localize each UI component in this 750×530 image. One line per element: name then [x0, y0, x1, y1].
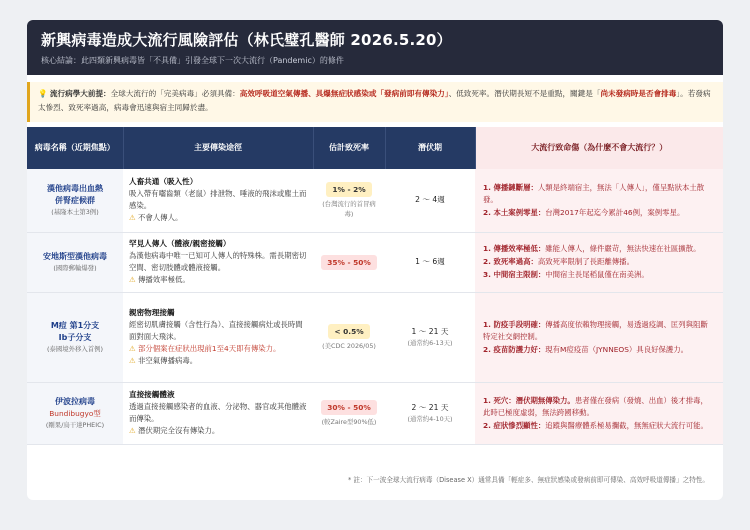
route-desc: 為漢他病毒中唯一已知可人傳人的特殊株。需長期密切空間、密切肢體或體液接觸。 [129, 251, 307, 272]
route-warning-red: 部分個案在症狀出現前1至4天即有傳染力。 [138, 344, 281, 353]
virus-name-cell [27, 169, 123, 232]
why-item: 1. 防疫手段明確：傳播高度依賴物理接觸，易透過疫調、匡列與阻斷特定社交網控制。 [483, 319, 708, 341]
report-card [27, 20, 723, 500]
rate-badge: < 0.5% [328, 324, 369, 339]
why-item: 1. 死穴：潛伏期無傳染力。患者僅在發病（發燒、出血）後才排毒，此時已極度虛弱，無法跨國移動。 [483, 395, 708, 417]
route-cell [123, 292, 313, 382]
rate-badge: 1% - 2% [326, 182, 371, 197]
premise-text-2: 、低致死率。潛伏期長短不是重點，關鍵是「 [448, 89, 601, 98]
why-item: 1. 傳播效率極低：雖能人傳人，條件嚴苛，無法快速在社區擴散。 [483, 244, 701, 253]
rate-badge: 30% - 50% [321, 400, 377, 415]
premise-text-3: 」。若發病太慘烈、致死率過高，病毒會迅速與宿主同歸於盡。 [38, 89, 711, 112]
incubation-value: 2 ～ 21 天 [411, 403, 449, 412]
col-header-route: 主要傳染途徑 [123, 127, 313, 169]
why-cell [475, 382, 723, 444]
route-cell [123, 232, 313, 292]
rate-cell [313, 292, 385, 382]
virus-note: (剛果/烏干達PHEIC) [45, 421, 105, 429]
table-row [27, 232, 723, 292]
page-title: 新興病毒造成大流行風險評估（林氏璧孔醫師 2026.5.20） [41, 31, 452, 49]
premise-highlight-2: 尚未發病時是否會排毒 [600, 89, 677, 98]
table-row [27, 169, 723, 232]
virus-name: 安地斯型漢他病毒 [43, 252, 107, 261]
col-header-name: 病毒名稱（近期焦點） [27, 127, 123, 169]
virus-name-cell [27, 292, 123, 382]
warning-icon: ⚠ [129, 213, 136, 223]
route-warning: 傳播效率極低。 [138, 275, 190, 284]
incubation-value: 1 ～ 6週 [415, 257, 445, 266]
table-row [27, 292, 723, 382]
route-warning: 不會人傳人。 [138, 213, 183, 223]
page-subtitle: 核心結論：此四類新興病毒皆「不具備」引發全球下一次大流行（Pandemic）的條件 [41, 56, 344, 65]
virus-name: 伊波拉病毒 [55, 397, 95, 406]
route-warning: 非空氣傳播病毒。 [138, 356, 198, 365]
report-header [27, 20, 723, 75]
incubation-note: (通常約4-10天) [407, 415, 453, 423]
incubation-note: (通常約6-13天) [407, 339, 453, 347]
rate-note: (較Zaire型90%低) [321, 417, 377, 426]
virus-note: (泰國境外移入首例) [46, 345, 104, 353]
rate-cell [313, 169, 385, 232]
warning-icon: ⚠ [129, 426, 136, 435]
warning-icon: ⚠ [129, 275, 136, 284]
lightbulb-icon: 💡 [38, 89, 48, 98]
why-item: 3. 中間宿主限制：中間宿主長尾稻鼠僅在南美洲。 [483, 270, 649, 279]
col-header-incubation: 潛伏期 [385, 127, 475, 169]
route-cell [123, 169, 313, 232]
rate-cell [313, 382, 385, 444]
footnote: * 註：下一波全球大流行病毒（Disease X）通常具備「輕症多、無症狀感染或發病前即可傳染、高效呼吸道傳播」之特性。 [347, 476, 709, 484]
warning-icon: ⚠ [129, 356, 136, 365]
rate-badge: 35% - 50% [321, 255, 377, 270]
incubation-cell [385, 292, 475, 382]
table-row [27, 382, 723, 444]
virus-note: (基隆本土第3例) [51, 208, 99, 217]
premise-label: 流行病學大前提： [49, 89, 111, 98]
virus-strain: Bundibugyo型 [49, 409, 101, 418]
route-title: 直接接觸體液 [129, 390, 175, 399]
rate-note: (美CDC 2026/05) [322, 341, 376, 350]
rate-note: (台灣流行的首冒病毒) [322, 199, 376, 218]
warning-icon: ⚠ [129, 344, 136, 353]
col-header-why: 大流行致命傷（為什麼不會大流行？） [475, 127, 723, 169]
premise-text-1: 全球大流行的「完美病毒」必須具備： [110, 89, 240, 98]
table-header-row [27, 127, 723, 169]
premise-box [27, 82, 723, 122]
incubation-value: 2 ～ 4週 [415, 195, 445, 205]
virus-note: (國際郵輪爆發) [53, 264, 97, 272]
why-cell [475, 232, 723, 292]
virus-name-cell [27, 232, 123, 292]
virus-name-cell [27, 382, 123, 444]
rate-cell [313, 232, 385, 292]
route-title: 親密物理接觸 [129, 308, 175, 317]
route-desc: 透過直接接觸感染者的血液、分泌物、器官或其他體液而傳染。 [129, 402, 307, 423]
route-title: 人畜共通（吸入性） [129, 177, 198, 187]
incubation-cell [385, 169, 475, 232]
incubation-cell [385, 232, 475, 292]
route-title: 罕見人傳人（體液/親密接觸） [129, 239, 231, 248]
why-item: 2. 本土案例零星：台灣2017年起迄今累計46例，案例零星。 [483, 207, 685, 217]
why-cell [475, 292, 723, 382]
incubation-cell [385, 382, 475, 444]
premise-highlight-1: 高效呼吸道空氣傳播、具爆無症狀感染或「發病前即有傳染力」 [239, 89, 449, 98]
virus-name: M痘 第1分支 Ib子分支 [50, 321, 100, 342]
why-cell [475, 169, 723, 232]
route-warning: 潛伏期完全沒有傳染力。 [138, 426, 220, 435]
virus-name: 漢他病毒出血熱 併腎症候群 [47, 184, 103, 206]
why-item: 2. 症狀慘烈顯性：追蹤與醫療體系極易攔截，無無症狀大流行可能。 [483, 420, 708, 430]
col-header-rate: 估計致死率 [313, 127, 385, 169]
route-cell [123, 382, 313, 444]
incubation-value: 1 ～ 21 天 [411, 327, 449, 336]
why-item: 2. 疫苗防護力好：現有M痘疫苗（JYNNEOS）具良好保護力。 [483, 344, 689, 354]
route-desc: 吸入帶有囓齒類（老鼠）排泄物、唾液的飛沫或塵土而感染。 [129, 189, 307, 211]
route-desc: 經密切肌膚接觸（含性行為）、直接接觸病灶或長時間面對面大飛沫。 [129, 320, 303, 341]
why-item: 1. 傳播鏈斷層：人類是終端宿主，無法「人傳人」，僅呈點狀本土散發。 [483, 182, 705, 204]
virus-risk-table [27, 127, 723, 445]
why-item: 2. 致死率過高：高致死率限制了長距離傳播。 [483, 257, 634, 266]
